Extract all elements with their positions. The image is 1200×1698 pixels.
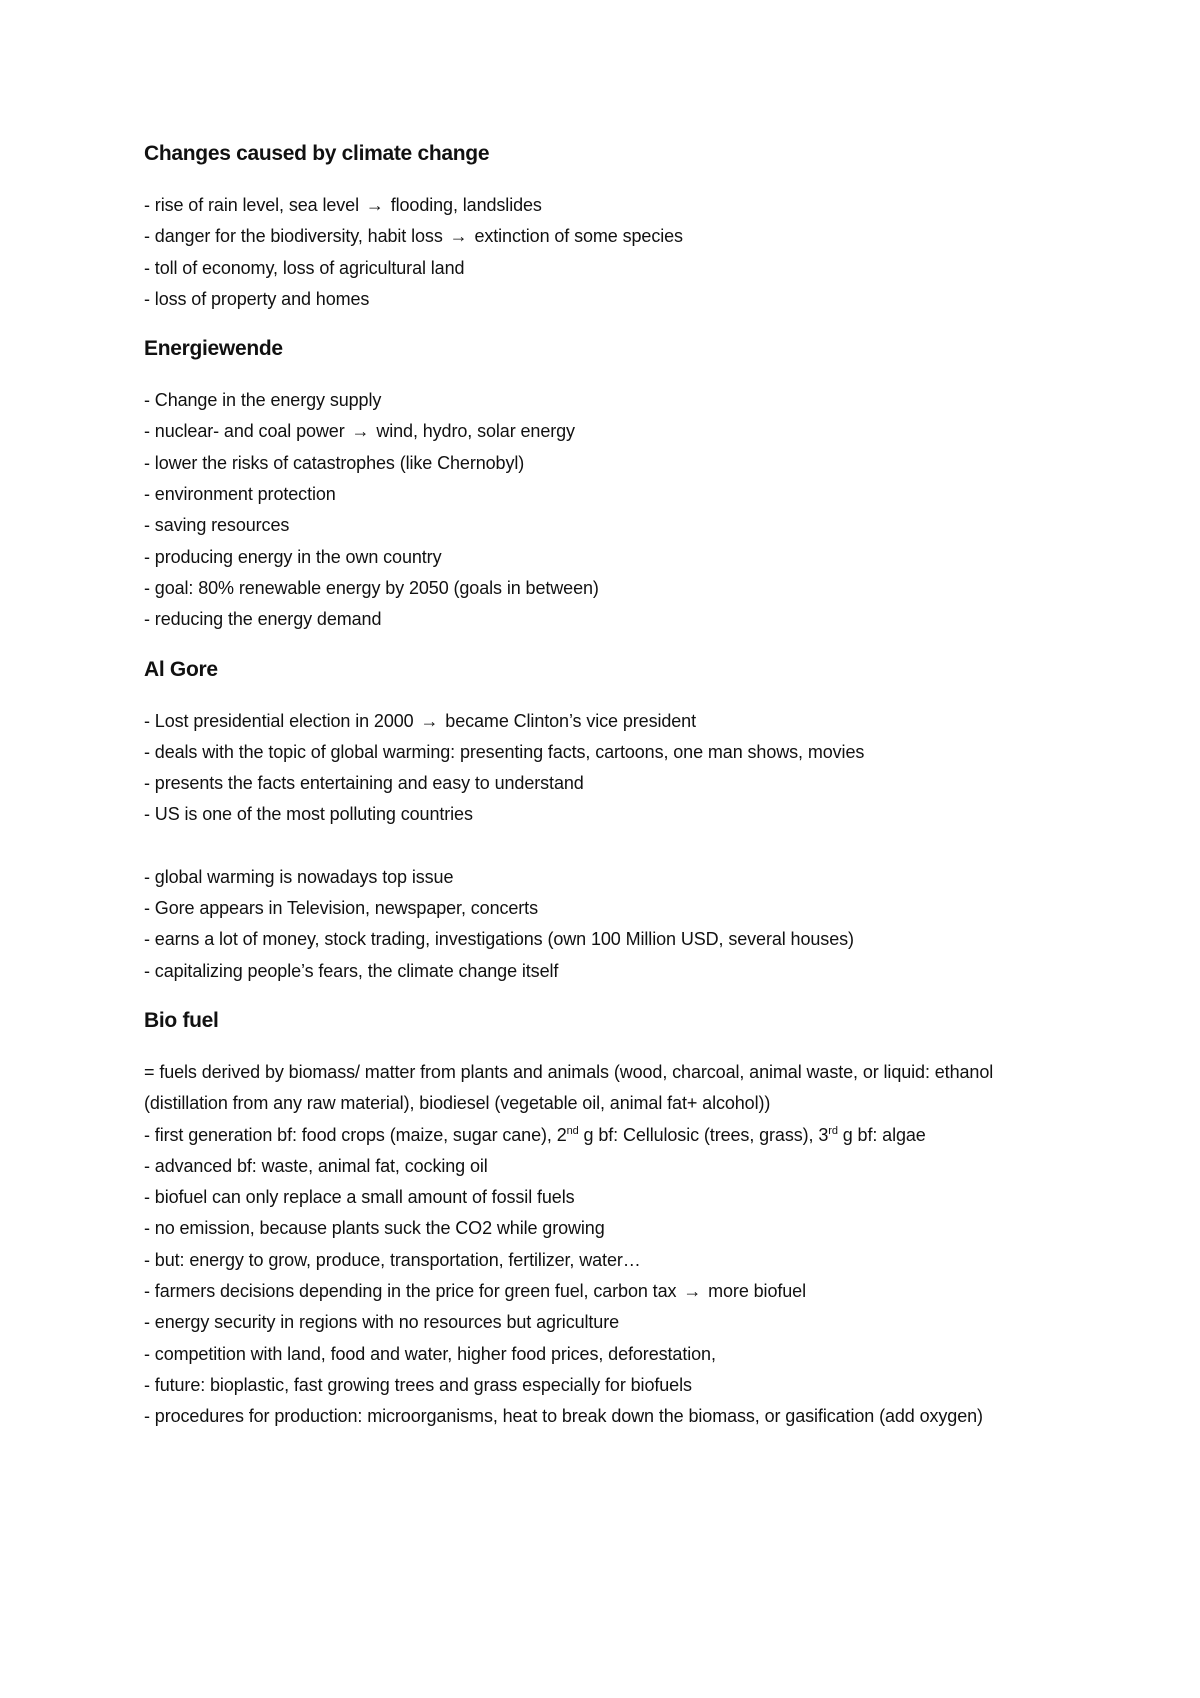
arrow-right-icon: → [449,226,468,247]
list-item: - farmers decisions depending in the price for green fuel, carbon tax → more biofuel [144,1276,1074,1307]
list-item: - reducing the energy demand [144,609,382,630]
list-item: - global warming is nowadays top issue [144,866,454,887]
section-energiewende [144,335,1074,635]
section-heading: Energiewende [144,337,283,361]
list-item: - earns a lot of money, stock trading, investigations (own 100 Million USD, several houses) [144,929,854,950]
section-climate-change [144,140,1074,315]
arrow-right-icon: → [351,421,370,442]
paragraph-gap [144,831,1074,862]
list-item: - rise of rain level, sea level → flooding, landslides [144,190,1074,221]
section-al-gore [144,656,1074,987]
list-item: - procedures for production: microorganisms, heat to break down the biomass, or gasification (add oxygen) [144,1406,983,1427]
list-item: - Gore appears in Television, newspaper, concerts [144,898,538,919]
definition-paragraph: = fuels derived by biomass/ matter from plants and animals (wood, charcoal, animal waste, or liquid: ethanol (distillation from any raw material), biodiesel (vegetable oil, animal fat+ alcohol)) [144,1061,994,1114]
section-heading: Al Gore [144,657,218,681]
list-item: - Change in the energy supply [144,390,382,411]
list-item: - no emission, because plants suck the CO2 while growing [144,1218,605,1239]
list-item: - advanced bf: waste, animal fat, cocking oil [144,1155,488,1176]
list-item: - toll of economy, loss of agricultural land [144,257,465,278]
list-item: - goal: 80% renewable energy by 2050 (goals in between) [144,577,599,598]
list-item: - nuclear- and coal power → wind, hydro, solar energy [144,416,1074,447]
document-body [144,140,1074,1453]
list-item: - future: bioplastic, fast growing trees and grass especially for biofuels [144,1374,692,1395]
list-item: - but: energy to grow, produce, transportation, fertilizer, water… [144,1249,641,1270]
arrow-right-icon: → [365,195,384,215]
list-item: - loss of property and homes [144,288,370,309]
section-bio-fuel [144,1007,1074,1433]
list-item: - producing energy in the own country [144,546,442,567]
list-item: - lower the risks of catastrophes (like Chernobyl) [144,452,525,473]
list-item: - saving resources [144,515,290,536]
list-item: - capitalizing people’s fears, the climate change itself [144,960,559,981]
list-item: - biofuel can only replace a small amount of fossil fuels [144,1187,575,1208]
list-item: - danger for the biodiversity, habit loss → extinction of some species [144,221,1074,252]
list-item: - Lost presidential election in 2000 → became Clinton’s vice president [144,706,1074,737]
arrow-right-icon: → [683,1281,702,1302]
list-item: - presents the facts entertaining and easy to understand [144,773,584,794]
list-item: - US is one of the most polluting countries [144,804,473,825]
list-item: - competition with land, food and water, higher food prices, deforestation, [144,1343,716,1364]
list-item: - deals with the topic of global warming: presenting facts, cartoons, one man shows, movies [144,741,865,762]
list-item: - environment protection [144,484,336,505]
section-heading: Changes caused by climate change [144,142,490,165]
arrow-right-icon: → [420,710,439,731]
section-heading: Bio fuel [144,1008,219,1032]
list-item: - first generation bf: food crops (maize, sugar cane), 2nd g bf: Cellulosic (trees, grass), 3rd g bf: algae [144,1124,926,1145]
list-item: - energy security in regions with no resources but agriculture [144,1312,620,1333]
